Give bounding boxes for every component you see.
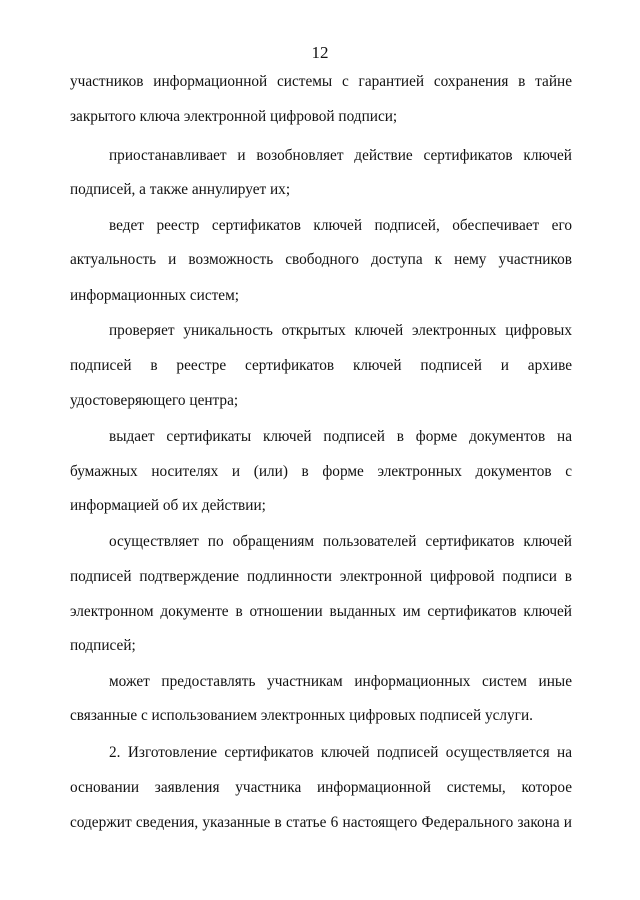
text-line: удостоверяющего центра; xyxy=(70,392,239,409)
text-line: бумажных носителях и (или) в форме электронных документов с xyxy=(70,463,572,480)
text-line: приостанавливает и возобновляет действие сертификатов ключей xyxy=(109,147,572,164)
text-line: осуществляет по обращениям пользователей сертификатов ключей xyxy=(109,533,572,550)
text-line: 2. Изготовление сертификатов ключей подписей осуществляется на xyxy=(109,744,572,761)
text-line: закрытого ключа электронной цифровой подписи; xyxy=(70,108,398,125)
text-line: подписей, а также аннулирует их; xyxy=(70,181,291,198)
text-line: ведет реестр сертификатов ключей подписей, обеспечивает его xyxy=(109,217,572,234)
text-line: подписей в реестре сертификатов ключей подписей и архиве xyxy=(70,357,572,374)
text-line: подписей; xyxy=(70,637,136,654)
text-line: связанные с использованием электронных цифровых подписей услуги. xyxy=(70,707,533,724)
text-line: проверяет уникальность открытых ключей электронных цифровых xyxy=(109,322,572,339)
text-line: актуальность и возможность свободного доступа к нему участников xyxy=(70,251,572,268)
text-line: выдает сертификаты ключей подписей в форме документов на xyxy=(109,428,572,445)
text-line: основании заявления участника информационной системы, которое xyxy=(70,779,572,796)
page-number: 12 xyxy=(311,43,329,62)
text-line: информацией об их действии; xyxy=(70,497,266,514)
text-line: электронном документе в отношении выданных им сертификатов ключей xyxy=(70,603,572,620)
text-line: участников информационной системы с гарантией сохранения в тайне xyxy=(70,73,572,90)
text-line: содержит сведения, указанные в статье 6 настоящего Федерального закона и xyxy=(70,814,572,831)
text-line: информационных систем; xyxy=(70,287,240,304)
text-line: подписей подтверждение подлинности электронной цифровой подписи в xyxy=(70,568,572,585)
text-line: может предоставлять участникам информационных систем иные xyxy=(109,673,572,690)
